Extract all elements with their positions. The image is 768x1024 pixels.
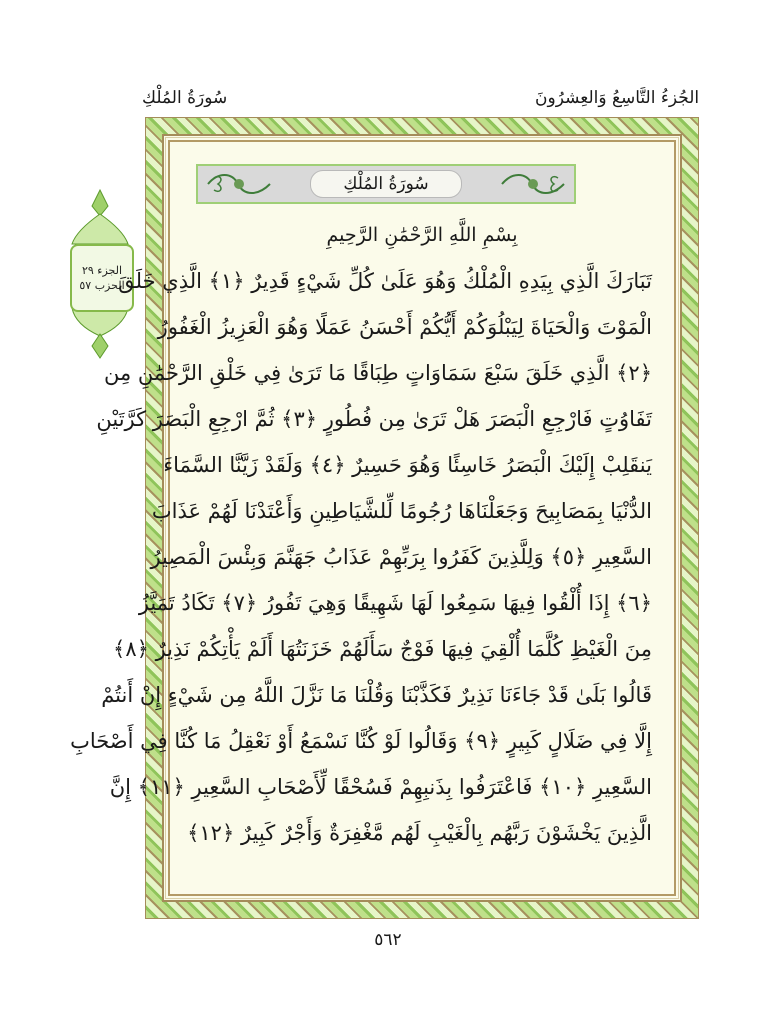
page-number: ٥٦٢ (374, 930, 402, 950)
verse-line: مِنَ الْغَيْظِ كُلَّمَا أُلْقِيَ فِيهَا فَوْجٌ سَأَلَهُمْ خَزَنَتُهَا أَلَمْ يَأْتِكُمْ نَذِيرٌ ﴿٨﴾ (113, 637, 652, 661)
verse-line: الدُّنْيَا بِمَصَابِيحَ وَجَعَلْنَاهَا رُجُومًا لِّلشَّيَاطِينِ وَأَعْتَدْنَا لَهُمْ عَذَابَ (151, 499, 652, 523)
verse-line: الْمَوْتَ وَالْحَيَاةَ لِيَبْلُوَكُمْ أَيُّكُمْ أَحْسَنُ عَمَلًا وَهُوَ الْعَزِيزُ الْغَفُورُ (157, 315, 652, 339)
verse-line: تَبَارَكَ الَّذِي بِيَدِهِ الْمُلْكُ وَهُوَ عَلَىٰ كُلِّ شَيْءٍ قَدِيرٌ ﴿١﴾ الَّذِي خَلَقَ (118, 269, 652, 293)
basmala: بِسْمِ اللَّهِ الرَّحْمَٰنِ الرَّحِيمِ (326, 224, 518, 246)
surah-title: سُورَةُ المُلْكِ (310, 170, 462, 198)
left-floral-ornament-icon (204, 170, 274, 198)
surah-running-title: سُورَةُ المُلْكِ (142, 88, 228, 108)
verse-line: يَنقَلِبْ إِلَيْكَ الْبَصَرُ خَاسِئًا وَهُوَ حَسِيرٌ ﴿٤﴾ وَلَقَدْ زَيَّنَّا السَّمَاءَ (163, 453, 652, 477)
verse-line: ﴿٦﴾ إِذَا أُلْقُوا فِيهَا سَمِعُوا لَهَا شَهِيقًا وَهِيَ تَفُورُ ﴿٧﴾ تَكَادُ تَمَيَّزُ (138, 591, 652, 615)
verse-line: قَالُوا بَلَىٰ قَدْ جَاءَنَا نَذِيرٌ فَكَذَّبْنَا وَقُلْنَا مَا نَزَّلَ اللَّهُ مِن شَيْءٍ إِنْ أَنتُمْ (101, 683, 652, 707)
verse-line: السَّعِيرِ ﴿٥﴾ وَلِلَّذِينَ كَفَرُوا بِرَبِّهِمْ عَذَابُ جَهَنَّمَ وَبِئْسَ الْمَصِيرُ (150, 545, 652, 569)
verse-line: السَّعِيرِ ﴿١٠﴾ فَاعْتَرَفُوا بِذَنبِهِمْ فَسُحْقًا لِّأَصْحَابِ السَّعِيرِ ﴿١١﴾ إِنَّ (109, 775, 652, 799)
verse-line: تَفَاوُتٍ فَارْجِعِ الْبَصَرَ هَلْ تَرَىٰ مِن فُطُورٍ ﴿٣﴾ ثُمَّ ارْجِعِ الْبَصَرَ كَرَّتَيْنِ (96, 407, 652, 431)
hizb-number-label: الحزب ٥٧ (79, 279, 125, 292)
right-floral-ornament-icon (498, 170, 568, 198)
surah-title-banner (196, 164, 576, 204)
juz-number-label: الجزء ٢٩ (81, 264, 123, 277)
juz-title: الجُزءُ التَّاسِعُ وَالعِشرُونَ (535, 88, 700, 108)
verse-line: الَّذِينَ يَخْشَوْنَ رَبَّهُم بِالْغَيْبِ لَهُم مَّغْفِرَةٌ وَأَجْرٌ كَبِيرٌ ﴿١٢﴾ (187, 821, 652, 845)
verse-line: إِلَّا فِي ضَلَالٍ كَبِيرٍ ﴿٩﴾ وَقَالُوا لَوْ كُنَّا نَسْمَعُ أَوْ نَعْقِلُ مَا كُنَّا فِي أَصْحَابِ (70, 729, 652, 753)
verse-line: ﴿٢﴾ الَّذِي خَلَقَ سَبْعَ سَمَاوَاتٍ طِبَاقًا مَا تَرَىٰ فِي خَلْقِ الرَّحْمَٰنِ مِن (103, 361, 652, 385)
